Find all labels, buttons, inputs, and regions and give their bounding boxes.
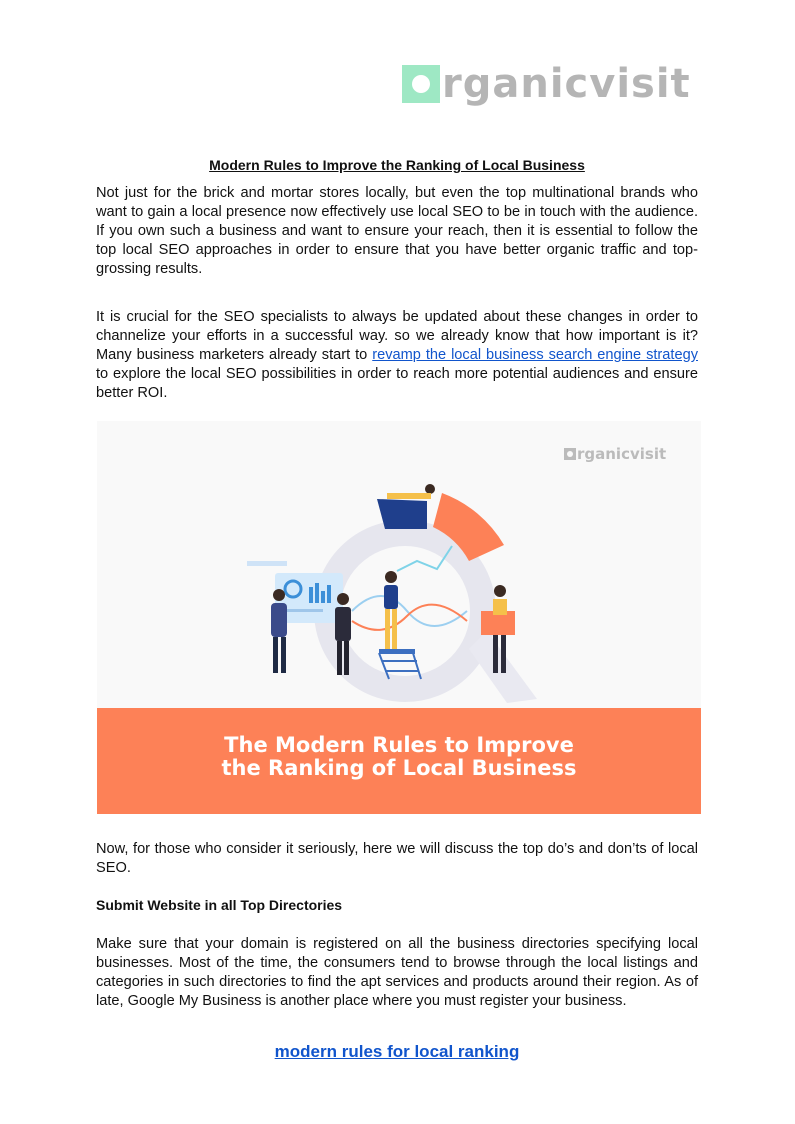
figure-banner-line1: The Modern Rules to Improve [224, 733, 574, 757]
blue-segment [377, 499, 427, 529]
seo-paragraph-before: It is crucial for the SEO specialists to always be updated about these changes in order to channelize your efforts in a successful way. so we already know that how important is it? Many business marketers already start to [96, 309, 698, 363]
section-heading: Submit Website in all Top Directories [96, 897, 343, 913]
seo-paragraph-after: to explore the local SEO possibilities in order to reach more potential audiences and ensure better ROI. [96, 366, 698, 401]
revamp-strategy-link[interactable]: revamp the local business search engine strategy [372, 347, 698, 363]
article-illustration [97, 421, 701, 814]
dos-donts-paragraph: Now, for those who consider it seriously, here we will discuss the top do’s and don’ts of local SEO. [96, 841, 698, 876]
seo-illustration [97, 421, 701, 708]
logo-mark-icon [402, 65, 440, 103]
figure-logo-mark-icon [564, 448, 576, 460]
figure-banner-line2: the Ranking of Local Business [221, 756, 577, 780]
seo-paragraph [96, 308, 698, 403]
logo-text: rganicvisit [442, 61, 691, 107]
directories-paragraph: Make sure that your domain is registered on all the business directories specifying local businesses. Most of the time, the consumers tend to browse through the local listings and categories in such directories to find the apt services and products around their region. As of late, Google My Business is another place where you must register your business. [96, 936, 698, 1009]
figure-logo-text: rganicvisit [577, 445, 667, 463]
figure-banner-text [97, 734, 701, 780]
organicvisit-logo [402, 60, 691, 108]
figure-logo [564, 445, 666, 463]
page-title: Modern Rules to Improve the Ranking of Local Business [209, 157, 585, 173]
intro-paragraph: Not just for the brick and mortar stores locally, but even the top multinational brands who want to gain a local presence now effectively use local SEO to be in touch with the audience. If you own such a business and want to ensure your reach, then it is essential to follow the top local SEO approaches in order to ensure that you have better organic traffic and top-grossing results. [96, 185, 698, 277]
modern-rules-link[interactable]: modern rules for local ranking [274, 1042, 520, 1061]
